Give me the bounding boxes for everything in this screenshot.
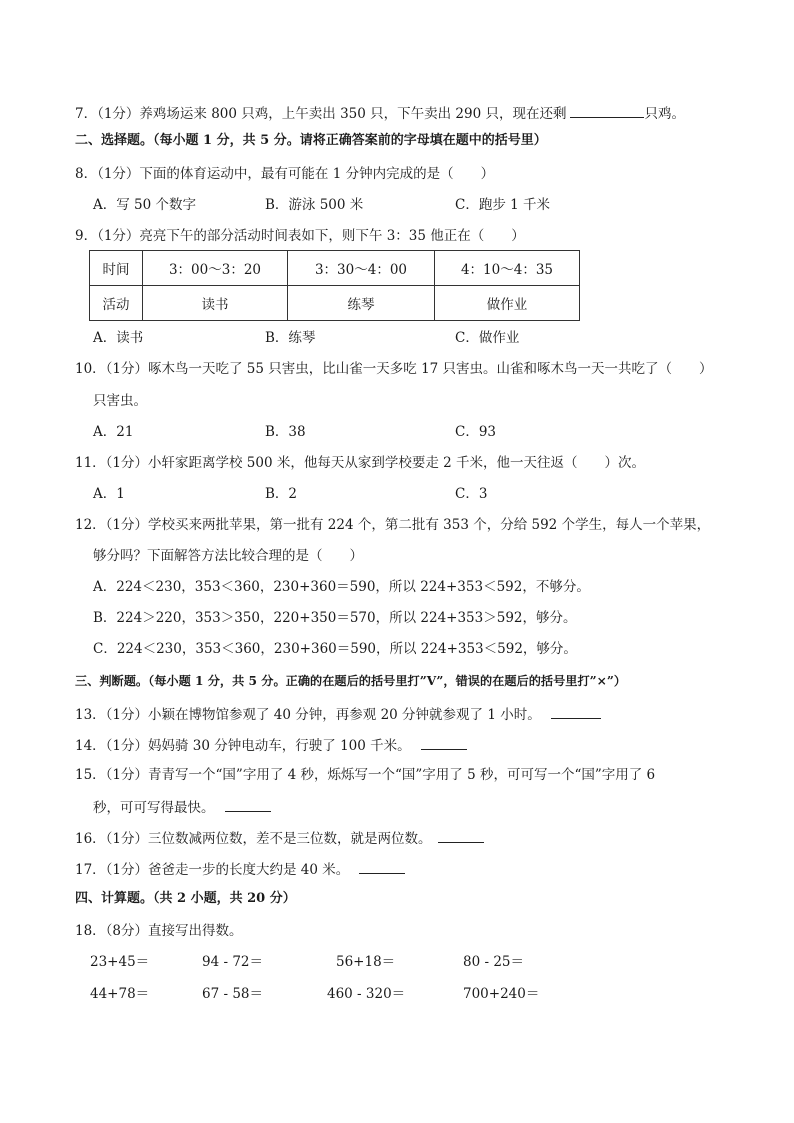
question-15: 15．（1分）青青写一个“国”字用了 4 秒，烁烁写一个“国”字用了 5 秒，可可写一个“国”字用了 6	[75, 767, 656, 783]
question-12: 12．（1分）学校买来两批苹果，第一批有 224 个，第二批有 353 个，分给 592 个学生，每人一个苹果，	[75, 517, 711, 533]
calc-item: 700+240＝	[463, 986, 540, 1002]
answer-blank[interactable]	[570, 103, 644, 118]
table-cell: 3：00～3：20	[143, 251, 288, 286]
table-cell: 3：30～4：00	[288, 251, 435, 286]
question-13	[75, 704, 601, 724]
calc-item: 67 - 58＝	[202, 986, 264, 1002]
question-13-text: 13．（1分）小颖在博物馆参观了 40 分钟，再参观 20 分钟就参观了 1 小时。	[75, 707, 541, 723]
table-row	[90, 251, 580, 286]
option-b[interactable]: B．2	[265, 486, 298, 502]
calc-item: 80 - 25＝	[463, 954, 525, 970]
option-b[interactable]: B．练琴	[265, 330, 316, 346]
calc-item: 94 - 72＝	[202, 954, 264, 970]
option-c[interactable]: C．224＜230，353＜360，230+360＝590，所以 224+353＜592，够分。	[93, 641, 577, 657]
question-18: 18．（8分）直接写出得数。	[75, 923, 243, 939]
table-cell: 时间	[90, 251, 143, 286]
table-cell: 活动	[90, 286, 143, 321]
answer-blank[interactable]	[359, 859, 405, 874]
question-10-continued: 只害虫。	[93, 393, 147, 409]
question-16-text: 16．（1分）三位数减两位数，差不是三位数，就是两位数。	[75, 831, 432, 847]
question-9: 9．（1分）亮亮下午的部分活动时间表如下，则下午 3：35 他正在（ ）	[75, 228, 525, 244]
section-3-heading: 三、判断题。（每小题 1 分，共 5 分。正确的在题后的括号里打”V”，错误的在题后的括号里打”×”）	[75, 674, 627, 688]
question-8: 8．（1分）下面的体育运动中，最有可能在 1 分钟内完成的是（ ）	[75, 166, 495, 182]
question-15-continued	[93, 797, 271, 817]
schedule-table	[89, 250, 580, 321]
option-c[interactable]: C．做作业	[455, 330, 520, 346]
question-17-text: 17．（1分）爸爸走一步的长度大约是 40 米。	[75, 862, 350, 878]
option-a[interactable]: A．1	[93, 486, 125, 502]
question-11: 11．（1分）小轩家距离学校 500 米，他每天从家到学校要走 2 千米，他一天往返（ ）次。	[75, 455, 646, 471]
calc-item: 23+45＝	[90, 954, 150, 970]
question-7-text: 7．（1分）养鸡场运来 800 只鸡，上午卖出 350 只，下午卖出 290 只，现在还剩	[75, 106, 567, 122]
question-14-text: 14．（1分）妈妈骑 30 分钟电动车，行驶了 100 千米。	[75, 738, 411, 754]
option-c[interactable]: C．跑步 1 千米	[455, 197, 551, 213]
question-10: 10．（1分）啄木鸟一天吃了 55 只害虫，比山雀一天多吃 17 只害虫。山雀和啄木鸟一天一共吃了（ ）	[75, 361, 713, 377]
option-b[interactable]: B．224＞220，353＞350，220+350＝570，所以 224+353＞592，够分。	[93, 610, 577, 626]
option-c[interactable]: C．3	[455, 486, 488, 502]
calc-item: 56+18＝	[336, 954, 396, 970]
question-15-text2: 秒，可可写得最快。	[93, 800, 215, 816]
option-b[interactable]: B．游泳 500 米	[265, 197, 364, 213]
option-b[interactable]: B．38	[265, 424, 306, 440]
option-a[interactable]: A．写 50 个数字	[93, 197, 197, 213]
question-16	[75, 828, 484, 848]
answer-blank[interactable]	[225, 797, 271, 812]
option-a[interactable]: A．21	[93, 424, 134, 440]
calc-item: 460 - 320＝	[327, 986, 406, 1002]
question-12-continued: 够分吗？下面解答方法比较合理的是（ ）	[93, 548, 363, 564]
table-cell: 读书	[143, 286, 288, 321]
option-c[interactable]: C．93	[455, 424, 497, 440]
question-7	[75, 103, 685, 123]
question-17	[75, 859, 405, 879]
table-cell: 做作业	[435, 286, 580, 321]
section-4-heading: 四、计算题。（共 2 小题，共 20 分）	[75, 891, 296, 906]
table-cell: 4：10～4：35	[435, 251, 580, 286]
table-cell: 练琴	[288, 286, 435, 321]
option-a[interactable]: A．224＜230，353＜360，230+360＝590，所以 224+353＜592，不够分。	[93, 579, 590, 595]
answer-blank[interactable]	[551, 704, 601, 719]
question-7-suffix: 只鸡。	[644, 106, 685, 122]
question-14	[75, 735, 467, 755]
option-a[interactable]: A．读书	[93, 330, 144, 346]
answer-blank[interactable]	[421, 735, 467, 750]
section-2-heading: 二、选择题。（每小题 1 分，共 5 分。请将正确答案前的字母填在题中的括号里）	[75, 133, 547, 148]
calc-item: 44+78＝	[90, 986, 150, 1002]
answer-blank[interactable]	[438, 828, 484, 843]
table-row	[90, 286, 580, 321]
